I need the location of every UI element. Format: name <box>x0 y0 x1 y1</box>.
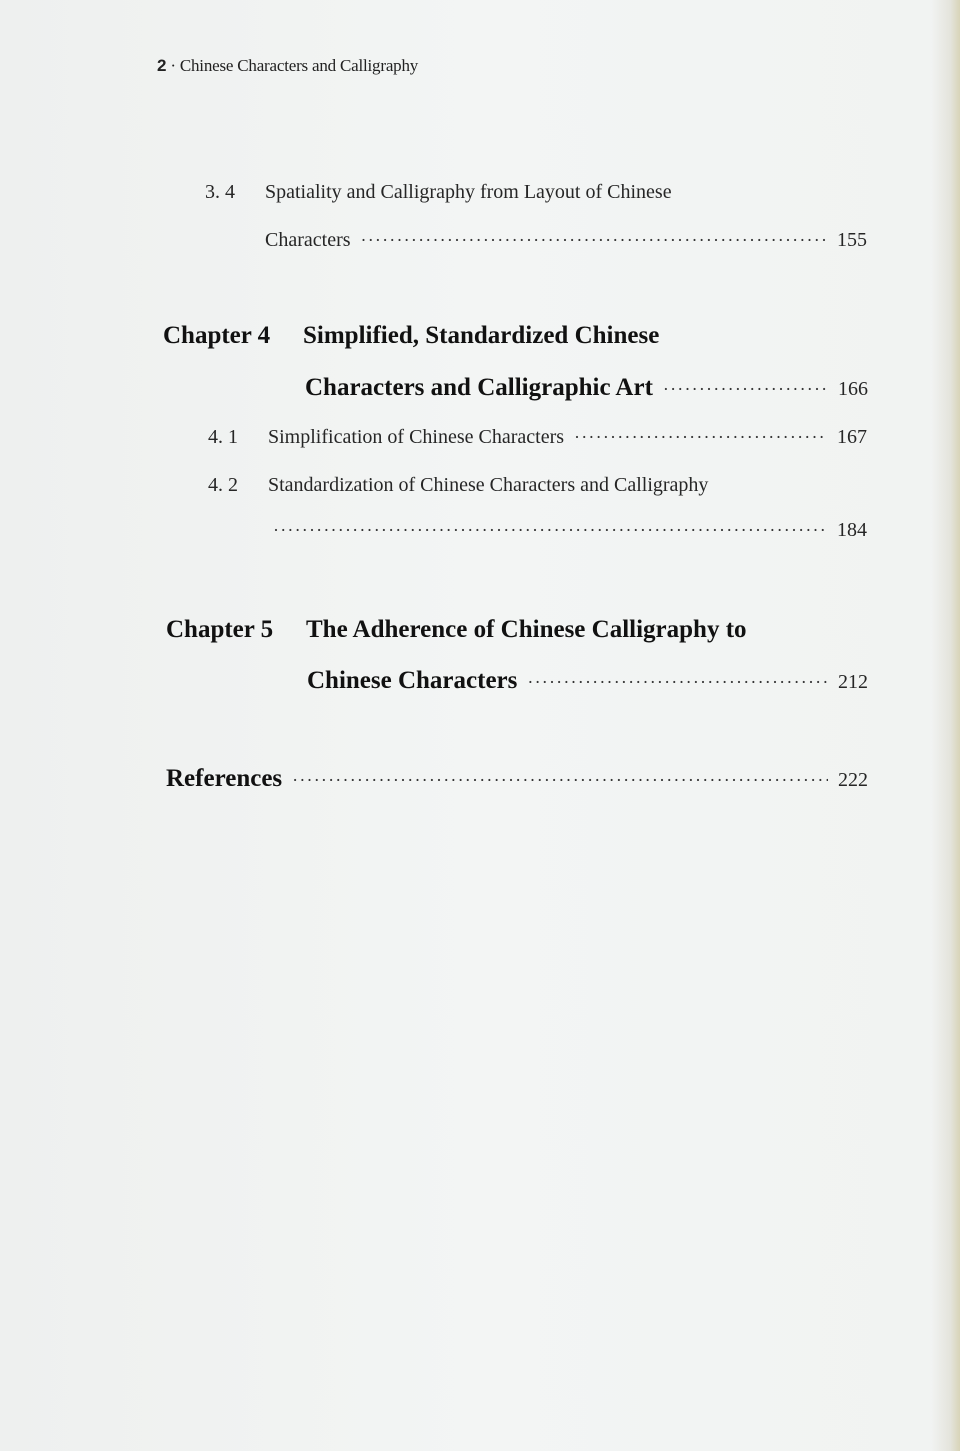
toc-chapter-4-line1 <box>163 322 659 350</box>
section-number: 4. 2 <box>208 474 238 496</box>
chapter-title: The Adherence of Chinese Calligraphy to <box>306 616 747 643</box>
dot-leader <box>273 520 827 541</box>
page-ref: 167 <box>837 426 867 448</box>
page-number: 2 <box>157 56 167 75</box>
page-ref: 222 <box>838 769 868 791</box>
section-title: Standardization of Chinese Characters and Calligraphy <box>268 474 709 496</box>
chapter-number: Chapter 5 <box>166 616 274 643</box>
section-title-cont: Characters <box>265 229 351 251</box>
section-number: 4. 1 <box>208 426 238 448</box>
running-header <box>157 56 418 76</box>
header-separator: · <box>170 56 176 75</box>
chapter-number: Chapter 4 <box>163 322 271 349</box>
section-number: 3. 4 <box>205 181 235 203</box>
toc-entry-3-4-line2[interactable] <box>265 229 867 252</box>
page-ref: 184 <box>837 519 867 541</box>
dot-leader <box>663 379 828 400</box>
toc-entry-4-2-line1 <box>208 474 708 497</box>
dot-leader <box>574 427 827 448</box>
toc-chapter-4-line2[interactable] <box>305 374 868 402</box>
chapter-title: Simplified, Standardized Chinese <box>303 322 660 349</box>
toc-references[interactable] <box>166 765 868 793</box>
dot-leader <box>292 770 828 791</box>
chapter-title-cont: Characters and Calligraphic Art <box>305 374 653 401</box>
toc-chapter-5-line1 <box>166 616 747 644</box>
section-title: Spatiality and Calligraphy from Layout of Chinese <box>265 181 672 203</box>
book-title: Chinese Characters and Calligraphy <box>179 56 419 75</box>
section-title: Simplification of Chinese Characters <box>268 426 565 448</box>
page-ref: 166 <box>838 378 868 400</box>
toc-entry-4-2-line2[interactable] <box>263 519 867 542</box>
page-ref: 212 <box>838 671 868 693</box>
toc-entry-3-4-line1 <box>205 181 672 204</box>
toc-entry-4-1[interactable] <box>208 426 867 449</box>
dot-leader <box>361 230 827 251</box>
chapter-title-cont: Chinese Characters <box>307 667 518 694</box>
page-ref: 155 <box>837 229 867 251</box>
references-title: References <box>166 765 283 792</box>
toc-chapter-5-line2[interactable] <box>307 667 868 695</box>
dot-leader <box>527 672 828 693</box>
